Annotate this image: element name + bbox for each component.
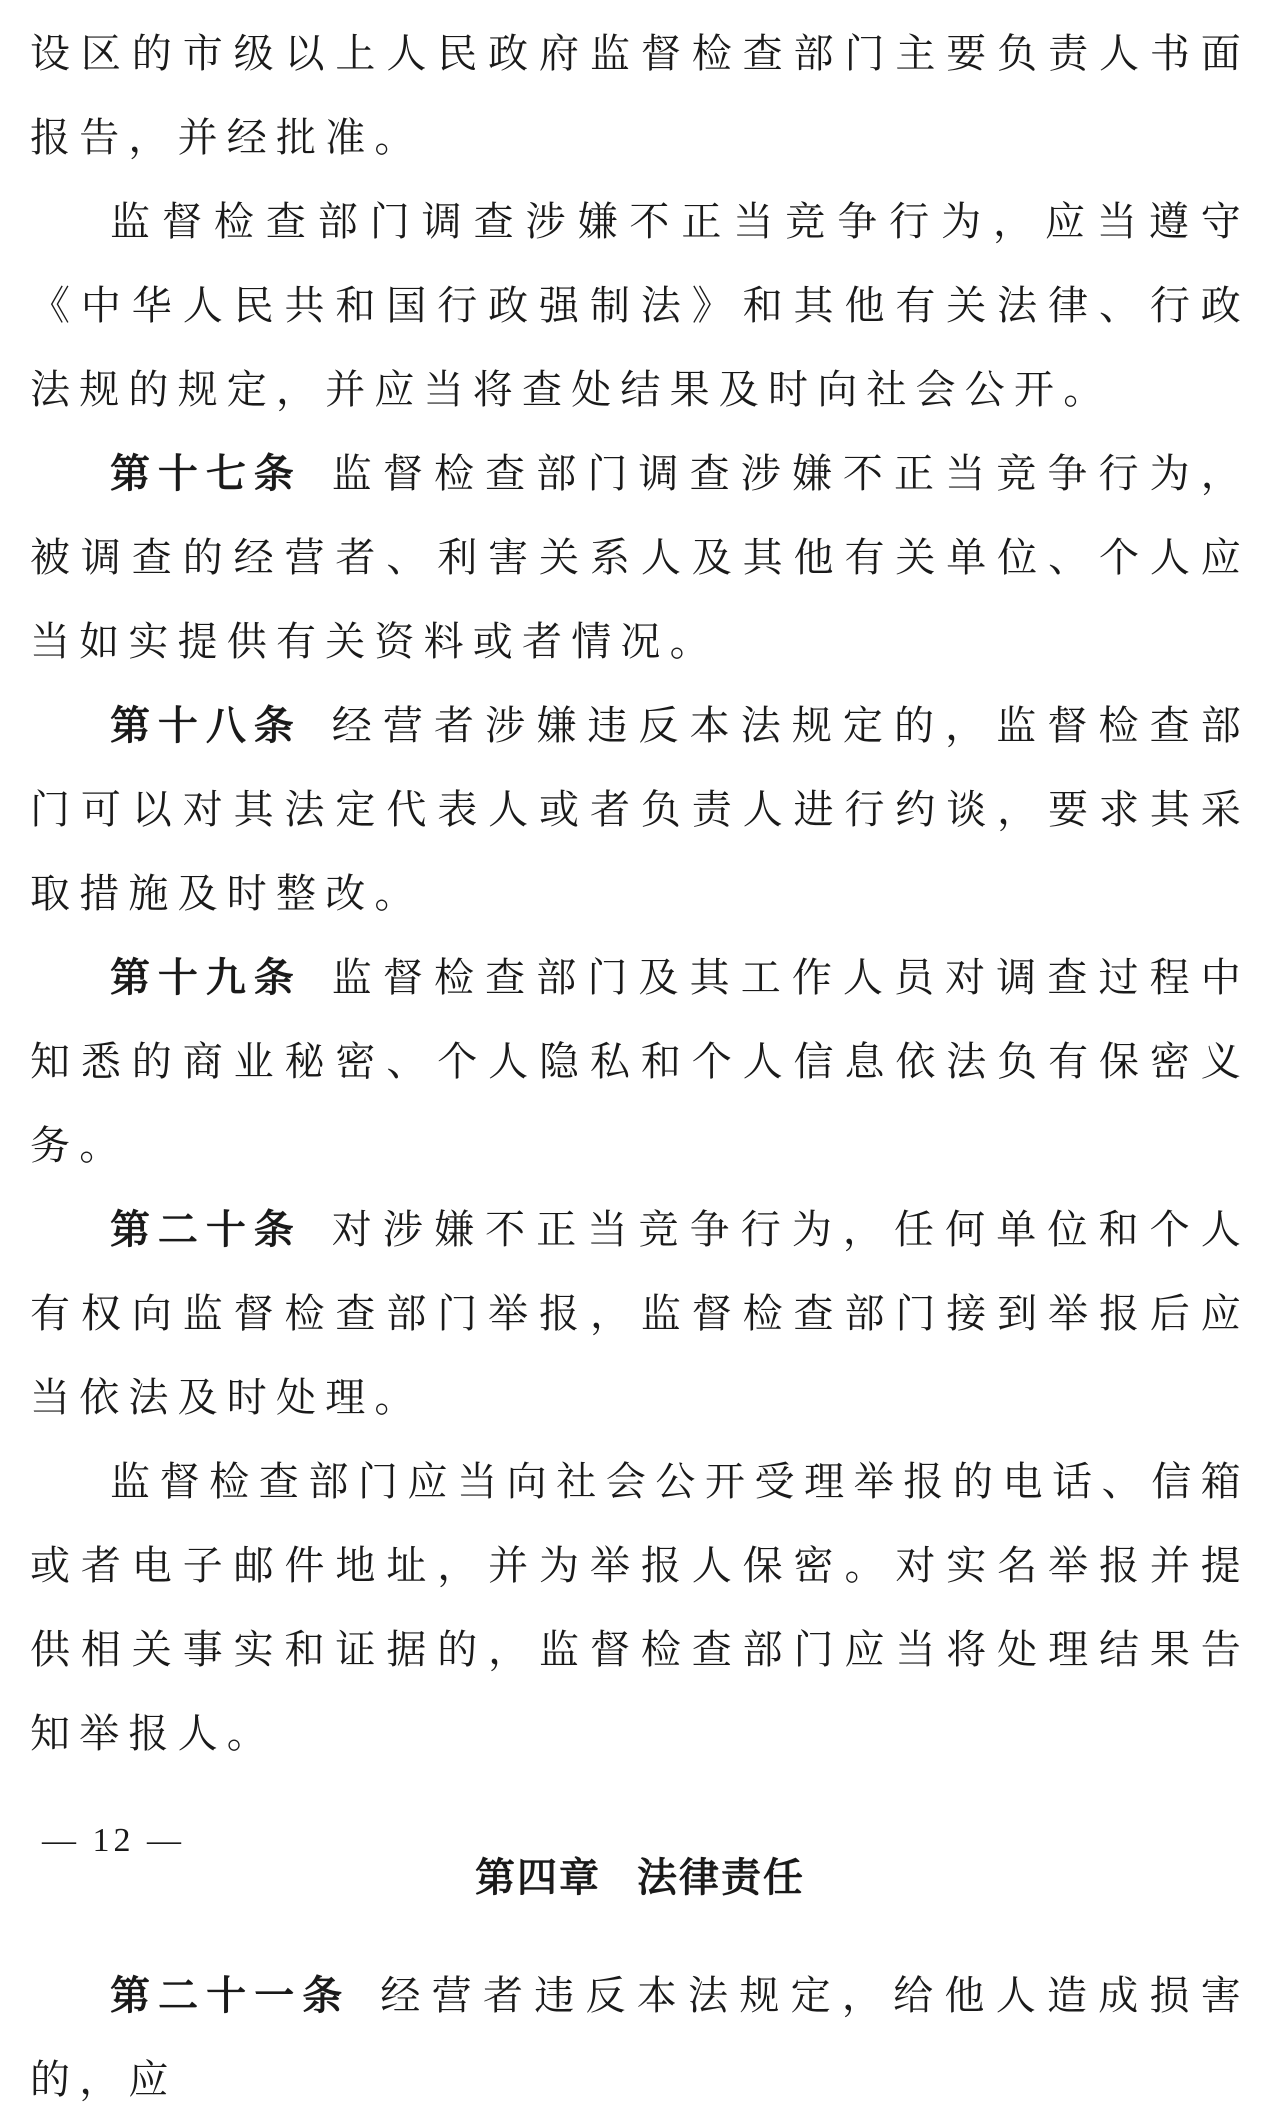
article-19 [30, 936, 1250, 1188]
document-page [30, 0, 1250, 2122]
article-text: 经营者违反本法规定，给他人造成损害的，应 [30, 1973, 1251, 2103]
article-heading: 第十八条 [110, 703, 302, 749]
paragraph-text: 监督检查部门调查涉嫌不正当竞争行为，应当遵守《中华人民共和国行政强制法》和其他有关法律、行政法规的规定，并应当将查处结果及时向社会公开。 [30, 199, 1250, 413]
article-18 [30, 684, 1250, 936]
page-number: — 12 — [42, 1822, 185, 1859]
paragraph-text: 监督检查部门应当向社会公开受理举报的电话、信箱或者电子邮件地址，并为举报人保密。对实名举报并提供相关事实和证据的，监督检查部门应当将处理结果告知举报人。 [30, 1459, 1250, 1757]
article-17 [30, 432, 1250, 684]
article-text: 监督检查部门及其工作人员对调查过程中知悉的商业秘密、个人隐私和个人信息依法负有保密义务。 [30, 955, 1250, 1169]
chapter-heading [30, 1836, 1250, 1920]
article-heading: 第十九条 [110, 955, 302, 1001]
chapter-title: 法律责任 [637, 1855, 805, 1901]
paragraph-public-disclosure [30, 180, 1250, 432]
paragraph-reporting-channels [30, 1440, 1250, 1776]
article-heading: 第十七条 [110, 451, 302, 497]
article-heading: 第二十一条 [110, 1973, 351, 2019]
article-heading: 第二十条 [110, 1207, 302, 1253]
article-20 [30, 1188, 1250, 1440]
article-text: 监督检查部门调查涉嫌不正当竞争行为，被调查的经营者、利害关系人及其他有关单位、个人应当如实提供有关资料或者情况。 [30, 451, 1250, 665]
chapter-number: 第四章 [475, 1855, 601, 1901]
paragraph-continuation [30, 12, 1250, 180]
article-21 [30, 1954, 1250, 2122]
paragraph-text: 设区的市级以上人民政府监督检查部门主要负责人书面报告，并经批准。 [30, 31, 1250, 161]
article-text: 经营者涉嫌违反本法规定的，监督检查部门可以对其法定代表人或者负责人进行约谈，要求其采取措施及时整改。 [30, 703, 1250, 917]
article-text: 对涉嫌不正当竞争行为，任何单位和个人有权向监督检查部门举报，监督检查部门接到举报后应当依法及时处理。 [30, 1207, 1250, 1421]
